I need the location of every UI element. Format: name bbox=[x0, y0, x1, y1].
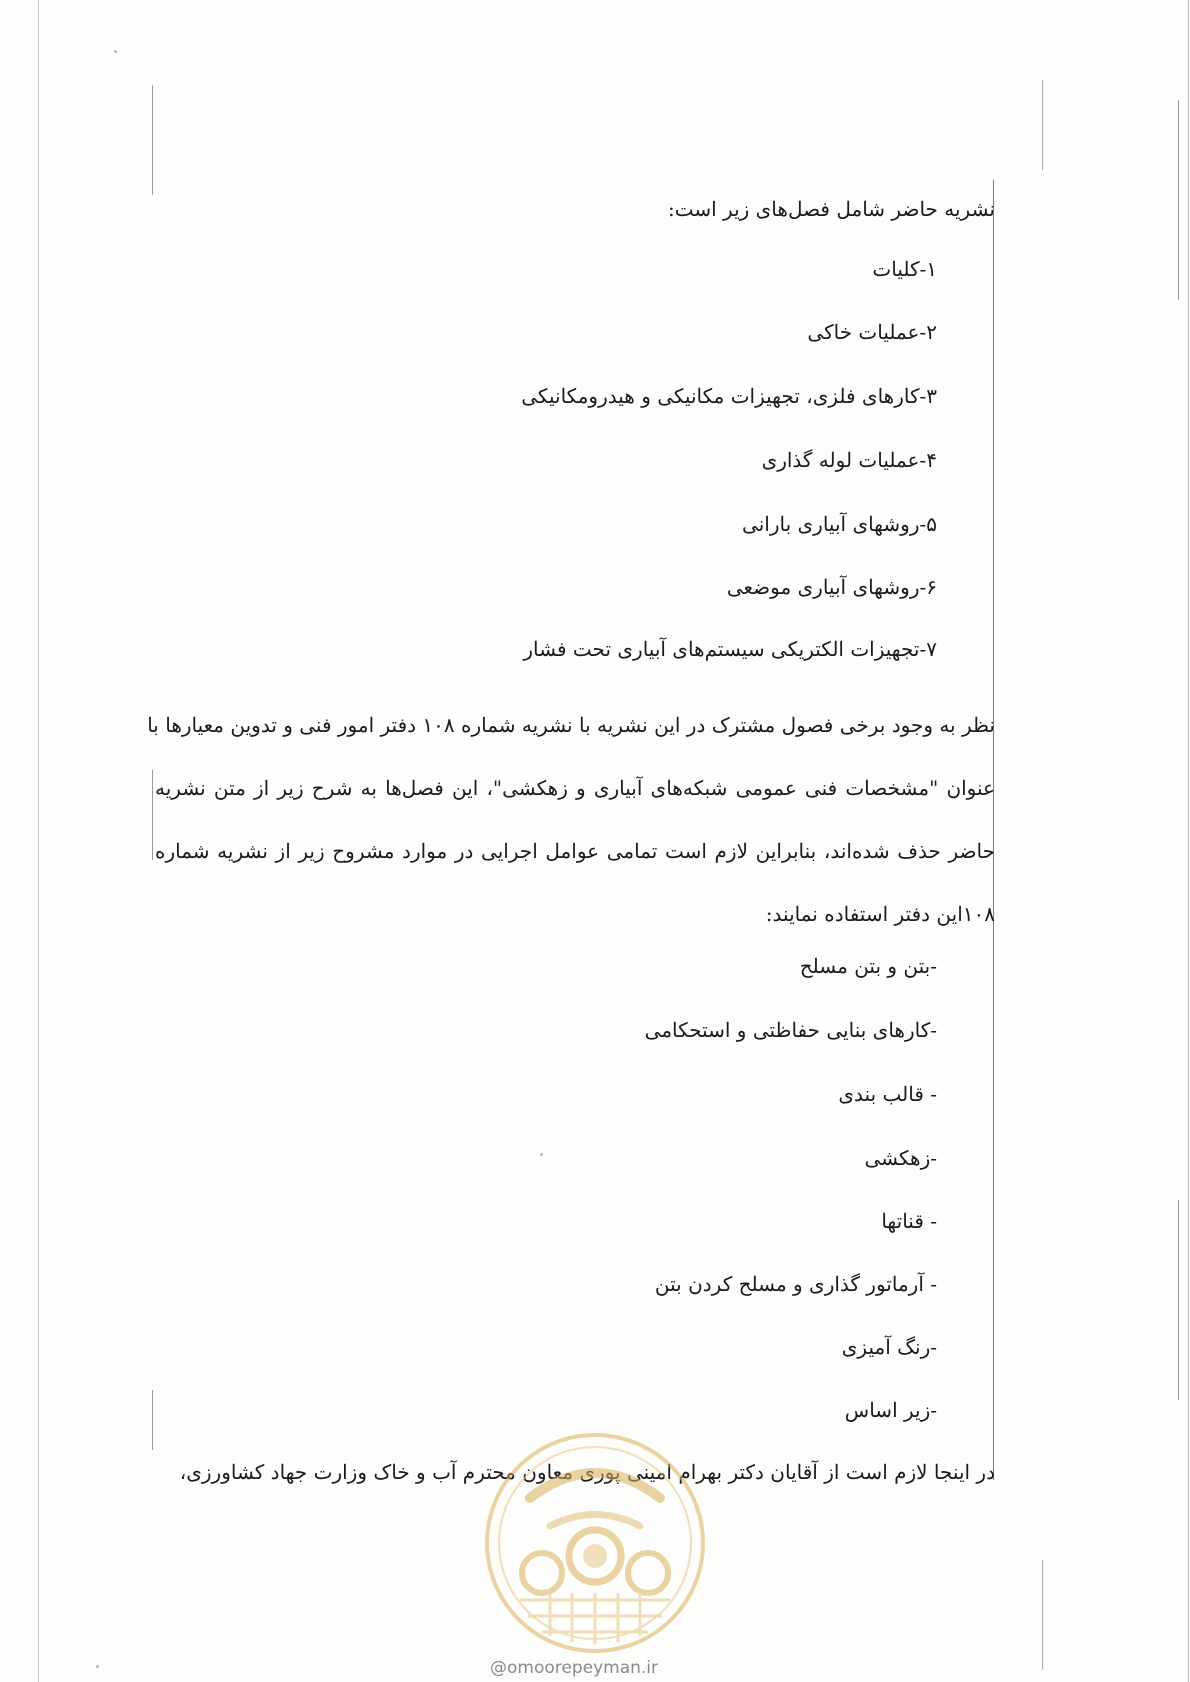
scan-edge-line bbox=[1178, 100, 1179, 300]
scan-edge-line bbox=[1042, 1560, 1043, 1670]
intro-text: نشریه حاضر شامل فصل‌های زیر است: bbox=[667, 197, 995, 221]
paragraph-line: حاضر حذف شده‌اند، بنابراین لازم است تمامی عوامل اجرایی در موارد مشروح زیر از نشریه شماره bbox=[155, 839, 995, 863]
chapter-item: ۴-عملیات لوله گذاری bbox=[761, 448, 937, 472]
watermark-site-text: @omoorepeyman.ir bbox=[490, 1658, 659, 1678]
scan-edge-line bbox=[1188, 0, 1189, 1682]
excluded-section-item: - آرماتور گذاری و مسلح کردن بتن bbox=[654, 1272, 937, 1296]
excluded-section-item: - قالب بندی bbox=[838, 1082, 937, 1106]
chapter-item: ۵-روشهای آبیاری بارانی bbox=[742, 512, 937, 536]
scan-edge-line bbox=[152, 770, 153, 860]
chapter-item: ۳-کارهای فلزی، تجهیزات مکانیکی و هیدرومکانیکی bbox=[521, 384, 937, 408]
excluded-section-item: -زهکشی bbox=[864, 1146, 937, 1170]
scan-edge-line bbox=[1042, 80, 1043, 170]
excluded-section-item: - قناتها bbox=[881, 1209, 937, 1233]
paragraph-line: عنوان "مشخصات فنی عمومی شبکه‌های آبیاری و زهکشی"، این فصل‌ها به شرح زیر از متن نشریه bbox=[155, 776, 995, 800]
scan-speck bbox=[540, 1153, 543, 1156]
body-paragraph bbox=[147, 694, 995, 946]
chapter-item: ۲-عملیات خاکی bbox=[807, 320, 937, 344]
excluded-section-item: -بتن و بتن مسلح bbox=[799, 954, 937, 978]
excluded-section-item: -کارهای بنایی حفاظتی و استحکامی bbox=[644, 1018, 937, 1042]
scan-edge-line bbox=[152, 85, 153, 195]
chapter-item: ۱-کلیات bbox=[872, 257, 937, 281]
scan-edge-line bbox=[152, 1390, 153, 1450]
seal-logo-icon bbox=[480, 1428, 710, 1658]
paragraph-line: نظر به وجود برخی فصول مشترک در این نشریه با نشریه شماره ۱۰۸ دفتر امور فنی و تدوین معیارها با bbox=[147, 713, 995, 737]
excluded-section-item: -رنگ آمیزی bbox=[841, 1335, 937, 1359]
scan-edge-line bbox=[38, 0, 39, 1682]
paragraph-line: ۱۰۸این دفتر استفاده نمایند: bbox=[765, 902, 995, 926]
scan-speck bbox=[114, 50, 117, 53]
chapter-item: ۷-تجهیزات الکتریکی سیستم‌های آبیاری تحت فشار bbox=[523, 637, 937, 661]
excluded-section-item: -زیر اساس bbox=[844, 1398, 937, 1422]
chapter-item: ۶-روشهای آبیاری موضعی bbox=[726, 575, 937, 599]
scan-speck bbox=[96, 1665, 99, 1668]
closing-text: در اینجا لازم است از آقایان دکتر بهرام امینی پوری معاون محترم آب و خاک وزارت جهاد کشاورزی، bbox=[179, 1460, 995, 1484]
scan-edge-line bbox=[1178, 1200, 1179, 1400]
